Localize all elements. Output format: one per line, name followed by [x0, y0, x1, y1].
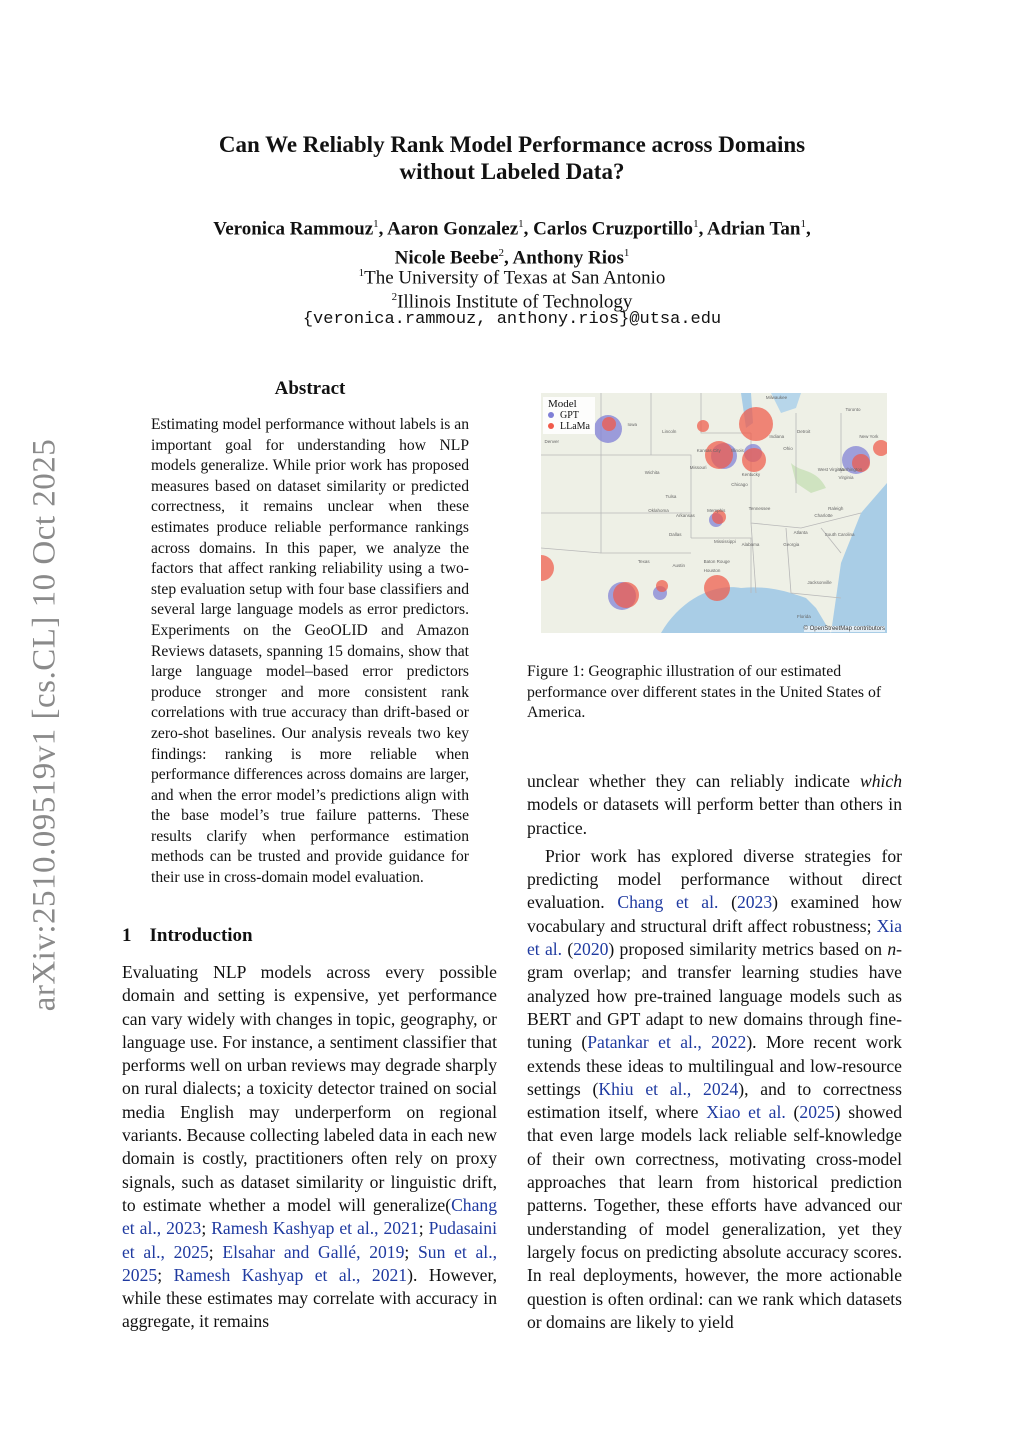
author-affiliation-mark: 1	[373, 218, 379, 230]
legend-title: Model	[548, 398, 577, 410]
map-place-label: Baton Rouge	[703, 558, 730, 564]
map-place-label: Arkansas	[675, 513, 695, 518]
author-affiliation-mark: 1	[800, 218, 806, 230]
map-place-label: Wichita	[644, 469, 660, 475]
text-run: models or datasets will perform better than others in practice.	[527, 794, 902, 838]
map-place-label: Tulsa	[665, 493, 677, 499]
map-place-label: New York	[859, 433, 879, 439]
title-line-1: Can We Reliably Rank Model Performance across Domains	[218, 132, 806, 157]
affiliation-name: The University of Texas at San Antonio	[364, 267, 666, 289]
text-run: ) proposed similarity metrics based on	[608, 939, 888, 960]
paper-title	[0, 131, 1024, 185]
citation-link[interactable]: 2025	[799, 1102, 835, 1123]
author-list: Veronica Rammouz$^1$, Aaron Gonzalez$^1$, Carlos Cruzportillo$^1$, Adrian Tan$^1$, Nicole Beebe$^2$, Anthony Rios$^1$	[213, 218, 811, 269]
abstract-text: Estimating model performance without labels is an important goal for understanding how NLP models generalize. While prior work has proposed measures based on dataset similarity or predicted correctness, it remains unclear when these estimates produce reliable performance rankings across domains. In this paper, we analyze the factors that affect ranking reliability using a two-step evaluation setup with four base classifiers and several large language models as error predictors. Experiments on the GeoOLID and Amazon Reviews datasets, spanning 15 domains, show that large language model–based error predictors produce stronger and more consistent rank correlations with true accuracy than drift-based or zero-shot baselines. Our analysis reveals two key findings: ranking is more reliable when performance differences across domains are larger, and when the error model’s predictions align with the base model’s true failure patterns. These results clarify when performance estimation methods can be trusted and provide guidance for their use in cross-domain model evaluation.	[151, 416, 469, 887]
citation-link[interactable]: Ramesh Kashyap et al., 2021	[211, 1218, 419, 1239]
text-run: Evaluating NLP models across every possible domain and setting is expensive, yet performance can vary widely with changes in topic, geography, or language use. For instance, a sentiment classifier that performs well on urban reviews may degrade sharply on rural dialects; a toxicity detector trained on social media English may underperform on regional variants. Because collecting labeled data in each new domain is costly, practitioners often rely on proxy signals, such as dataset similarity or linguistic drift, to estimate whether a model will generalize(	[122, 962, 497, 1215]
arxiv-identifier: arXiv:2510.09519v1 [cs.CL] 10 Oct 2025	[26, 438, 63, 1012]
section-title: Introduction	[149, 925, 253, 946]
author-affiliation-mark: 1	[693, 218, 699, 230]
map-place-label: Denver	[544, 438, 559, 444]
map-place-label: Toronto	[845, 407, 861, 413]
text-run: ) showed that even large models lack reliable self-knowledge of their own correctness, motivating cross-model approaches that learn from historical prediction patterns. Together, these efforts have advanced our understanding of model generalization, yet they largely focus on predicting absolute accuracy scores. In real deployments, however, the more actionable question is often ordinal: can we rank which datasets or domains are likely to yield	[527, 1102, 902, 1332]
figure-1-map	[541, 393, 887, 633]
text-run: Prior work has explored diverse strategies for predicting model performance without direct evaluation.	[527, 845, 902, 913]
citation-link[interactable]: Sun et al., 2025	[122, 1241, 497, 1285]
author: Aaron Gonzalez	[387, 218, 519, 240]
map-place-label: Charlotte	[814, 513, 833, 518]
citation-link[interactable]: Chang et al.	[617, 892, 719, 913]
author: Nicole Beebe	[394, 247, 499, 269]
map-place-label: Milwaukee	[765, 395, 788, 401]
author: Anthony Rios	[512, 247, 624, 269]
map-place-label: Austin	[672, 563, 685, 569]
text-run: n	[887, 939, 897, 960]
citation-link[interactable]: Xia et al.	[527, 915, 902, 960]
citation-link[interactable]: Ramesh Kashyap et al., 2021	[173, 1264, 408, 1285]
figure-caption: Figure 1: Geographic illustration of our estimated performance over different states in the United States of America.	[527, 663, 882, 722]
map-place-label: Georgia	[783, 541, 800, 547]
author-affiliation-mark: 1	[518, 218, 524, 230]
author: Carlos Cruzportillo	[533, 218, 694, 240]
map-place-label: Oklahoma	[648, 508, 669, 514]
text-run: ;	[404, 1241, 418, 1262]
text-run: which	[859, 771, 902, 791]
paragraph	[122, 961, 497, 1334]
text-run: ), and to correctness estimation itself, where	[527, 1078, 903, 1123]
map-place-label: Ohio	[783, 445, 793, 451]
text-run: unclear whether they can reliably indicate	[527, 771, 860, 791]
legend-label: GPT	[560, 410, 579, 421]
map-place-label: Kentucky	[741, 472, 761, 478]
map-place-labels	[541, 393, 887, 633]
map-place-label: Tennessee	[748, 505, 771, 511]
text-run: (	[718, 892, 737, 913]
map-place-label: Missouri	[689, 465, 707, 470]
section-number: 1	[122, 925, 132, 946]
citation-link[interactable]: Patankar et al., 2022	[587, 1032, 747, 1053]
citation-link[interactable]: Elsahar and Gallé, 2019	[222, 1241, 405, 1262]
map-place-label: West Virginia	[817, 467, 845, 473]
map-place-label: Illinois	[731, 448, 744, 454]
map-place-label: Detroit	[797, 429, 811, 434]
author-affiliation-mark: 1	[623, 247, 630, 260]
map-place-label: Lincoln	[662, 429, 677, 434]
citation-link[interactable]: Xiao et al.	[706, 1102, 786, 1123]
right-column-text	[527, 770, 902, 1334]
author: Veronica Rammouz	[213, 218, 374, 240]
text-run: ;	[201, 1218, 212, 1239]
text-run: ;	[418, 1218, 429, 1239]
citation-link[interactable]: 2020	[573, 939, 609, 960]
map-place-label: Texas	[637, 558, 650, 564]
affiliation-name: Illinois Institute of Technology	[397, 291, 633, 313]
map-place-label: South Carolina	[824, 532, 855, 538]
map-place-label: Houston	[703, 568, 721, 574]
map-place-label: Florida	[797, 613, 811, 619]
map-place-label: Atlanta	[793, 529, 808, 535]
map-attribution: © OpenStreetMap contributors	[803, 626, 885, 632]
text-run: ) examined how vocabulary and structural drift affect robustness;	[527, 892, 902, 936]
text-run: -gram overlap; and transfer learning studies have analyzed how pre-trained language models such as BERT and GPT adapt to new domains through fine-tuning (	[527, 939, 902, 1053]
map-place-label: Mississippi	[714, 539, 736, 545]
introduction-paragraph	[122, 961, 497, 1334]
text-run: (	[785, 1102, 800, 1123]
section-heading-introduction	[122, 925, 253, 947]
text-run: ). More recent work extends these ideas to multilingual and low-resource settings (	[527, 1032, 902, 1099]
map-place-label: Raleigh	[828, 505, 844, 511]
text-run: ;	[208, 1241, 223, 1262]
map-place-label: Dallas	[669, 532, 682, 538]
citation-link[interactable]: Pudasaini et al., 2025	[122, 1218, 497, 1262]
citation-link[interactable]: Khiu et al., 2024	[598, 1078, 739, 1099]
map-place-label: Virginia	[838, 474, 854, 480]
author-affiliation-mark: 2	[498, 247, 505, 260]
text-run: ;	[157, 1264, 174, 1285]
map-place-label: Chicago	[731, 481, 748, 487]
map-place-label: Iowa	[627, 421, 638, 427]
map-place-label: Indiana	[769, 433, 785, 439]
legend-label: LLaMa	[560, 421, 590, 432]
citation-link[interactable]: 2023	[736, 892, 773, 913]
map-place-label: Jacksonville	[807, 580, 832, 586]
text-run: (	[562, 939, 574, 960]
map-place-label: Kansas City	[696, 448, 721, 454]
text-run: ). However, while these estimates may correlate with accuracy in aggregate, it remains	[122, 1264, 498, 1332]
affiliation-number: 2	[391, 291, 398, 303]
affiliation-number: 1	[358, 267, 365, 279]
contact-email: {veronica.rammouz, anthony.rios}@utsa.edu	[302, 310, 722, 329]
map-place-label: Memphis	[707, 508, 726, 514]
title-line-2: without Labeled Data?	[399, 159, 625, 184]
citation-link[interactable]: Chang et al., 2023	[122, 1194, 497, 1239]
paragraph	[527, 770, 902, 840]
abstract-heading: Abstract	[274, 378, 346, 399]
paragraph	[527, 845, 902, 1334]
author: Adrian Tan	[707, 218, 801, 240]
map-place-label: Alabama	[741, 541, 760, 547]
map-place-label: Washington	[838, 467, 863, 473]
